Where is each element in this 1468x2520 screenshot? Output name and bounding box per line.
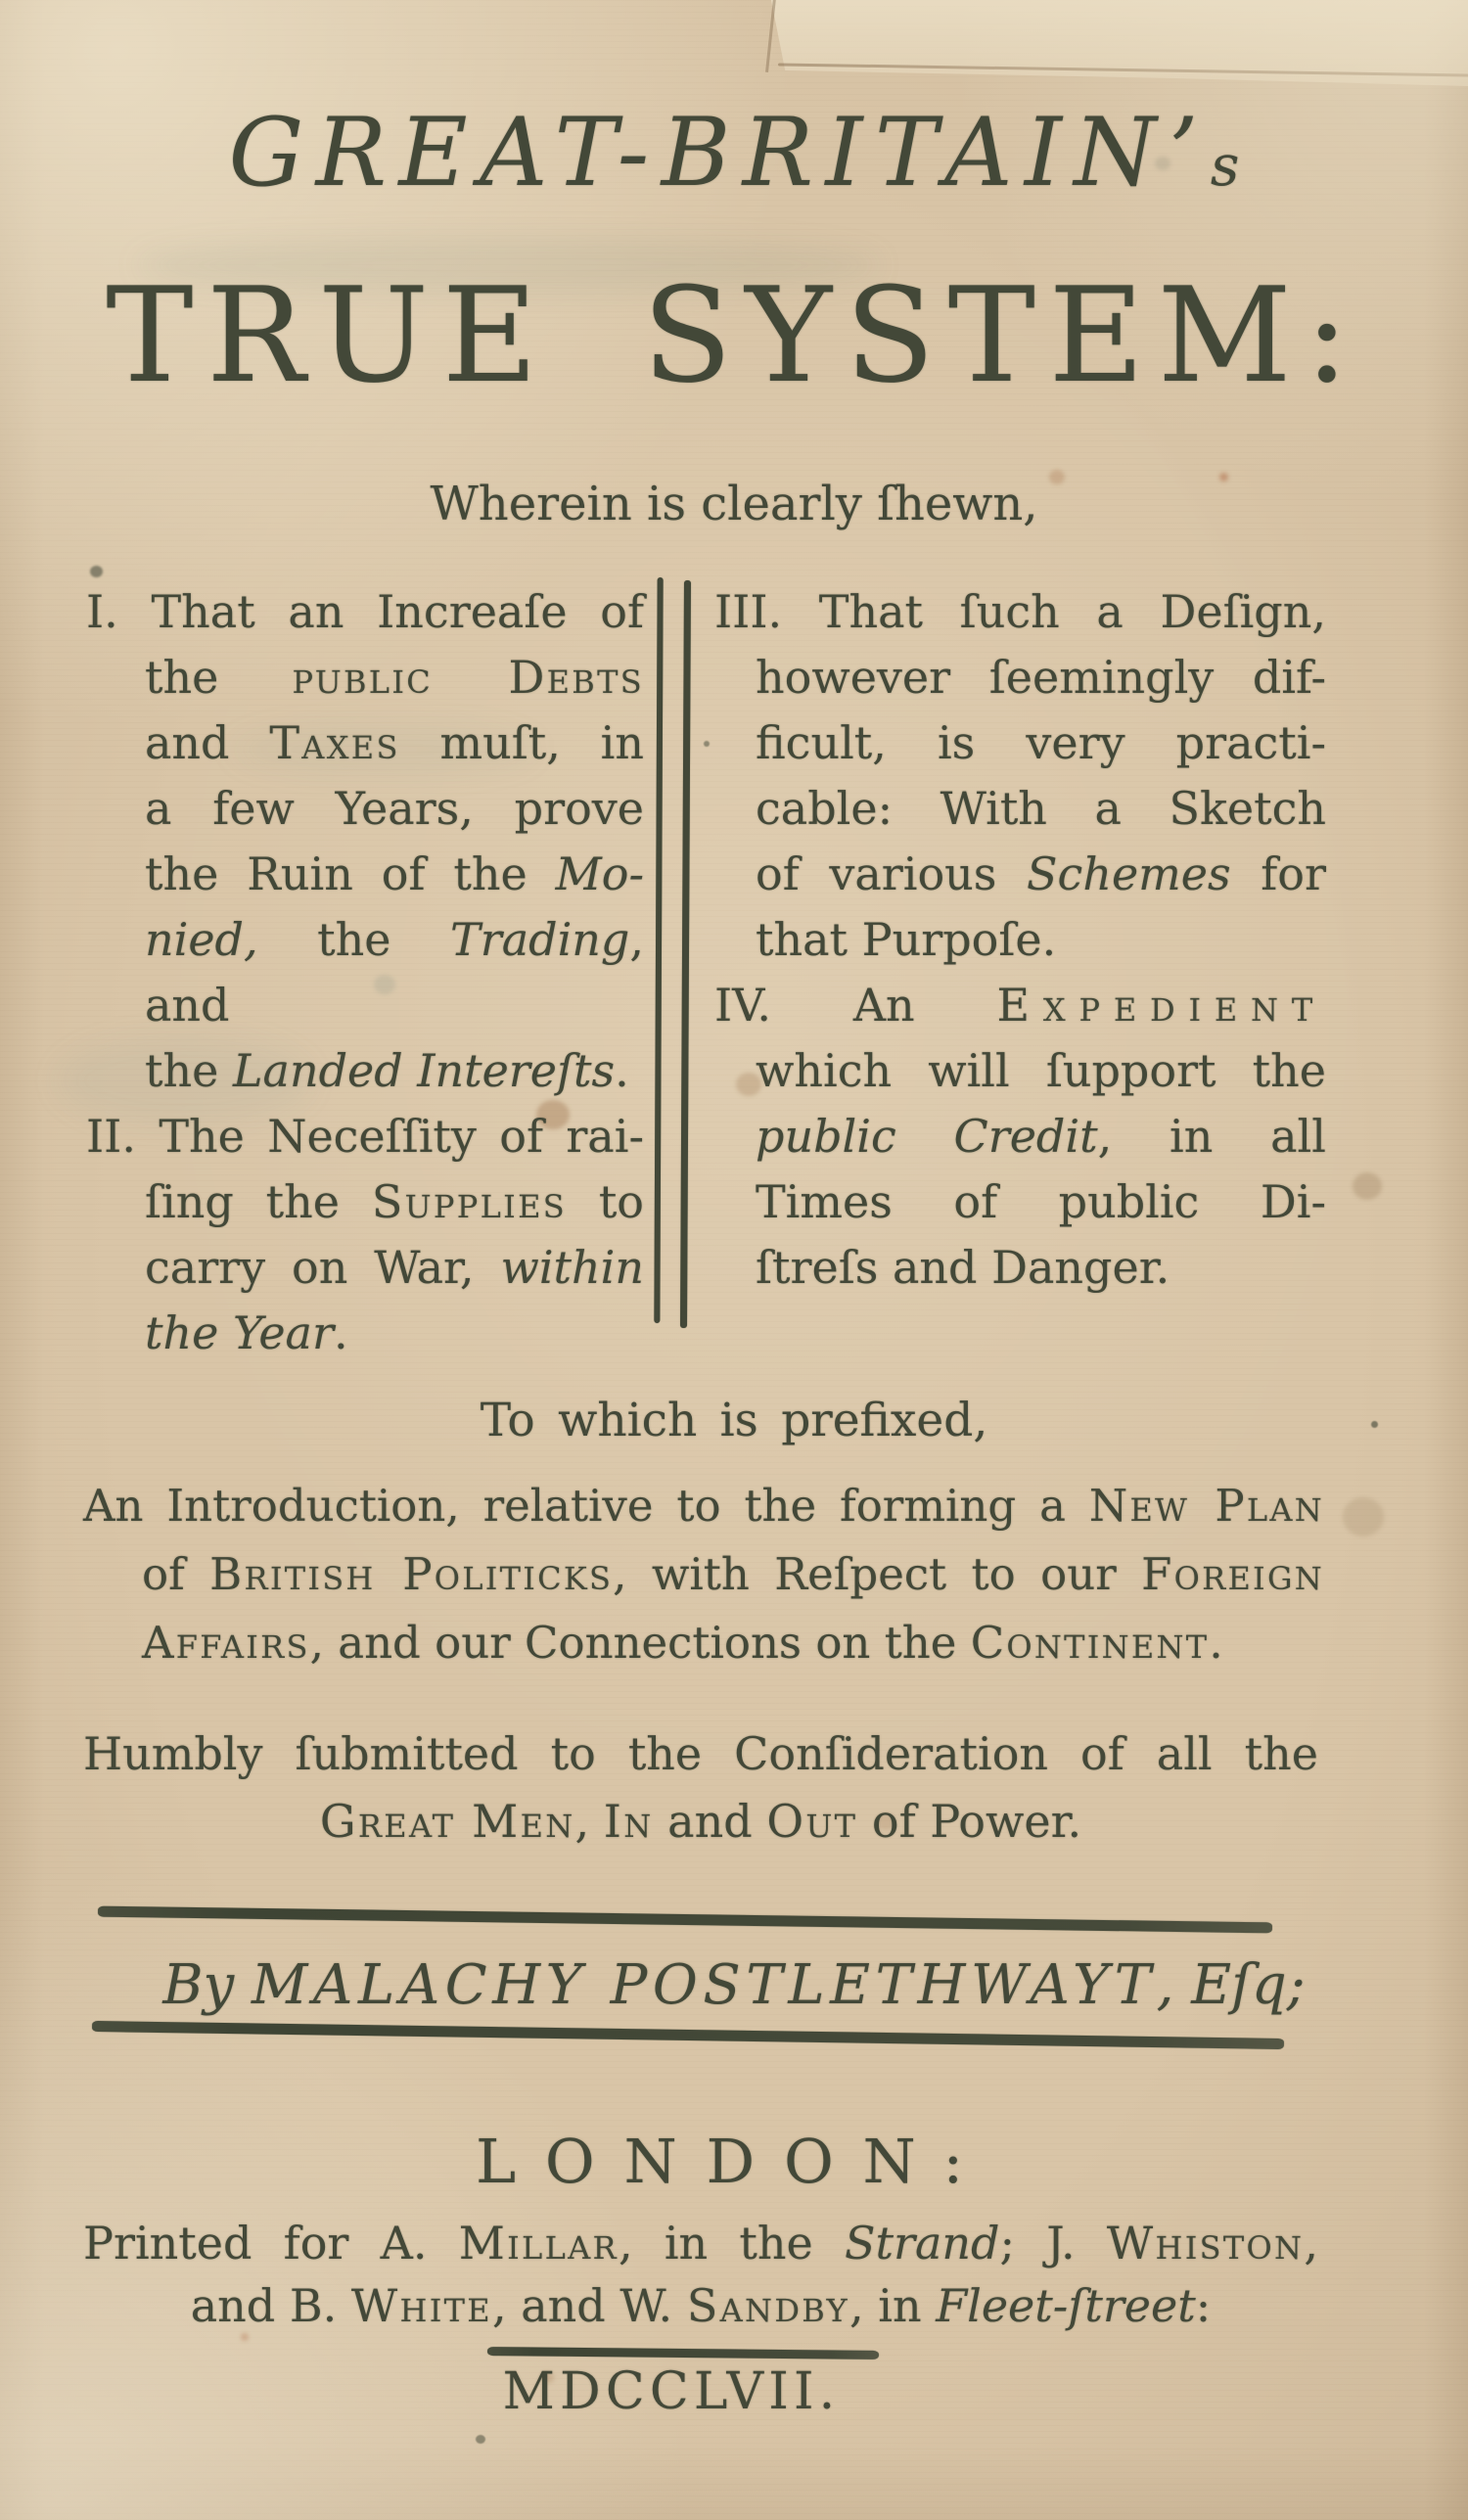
text-segment: Supplies (371, 1175, 567, 1228)
text-segment: public Credit (756, 1110, 1098, 1163)
text-segment: of Power. (857, 1795, 1082, 1848)
text-line (714, 776, 1326, 842)
text-segment: , and our Connections on the (309, 1617, 971, 1669)
text-segment: , and W. (491, 2279, 687, 2332)
text-segment: muſt, in (399, 716, 644, 769)
text-segment: I. That an Increaſe of (86, 585, 644, 638)
text-line (86, 907, 644, 1038)
text-segment: Landed Intereſts (232, 1044, 616, 1097)
text-segment: for (1230, 848, 1326, 900)
text-segment: , (574, 1795, 604, 1848)
text-segment: . (333, 1306, 348, 1359)
text-line (86, 1104, 644, 1169)
text-line (714, 579, 1326, 645)
text-line (86, 776, 644, 842)
text-line (86, 579, 644, 645)
imprint-rule (487, 2347, 879, 2360)
text-segment: Continent (970, 1617, 1210, 1669)
dedication-paragraph (83, 1720, 1318, 1856)
column-divider-rule-left (654, 577, 663, 1323)
text-segment: to (566, 1175, 644, 1228)
text-segment: public Debts (292, 651, 644, 704)
text-line (714, 1038, 1326, 1104)
text-line (714, 645, 1326, 710)
text-line (714, 907, 1326, 973)
author-rule-bottom (92, 2021, 1284, 2049)
text-segment: IV. An (714, 979, 997, 1031)
ink-speck (476, 2435, 485, 2444)
text-segment: carry on War, (145, 1241, 501, 1294)
text-segment: and (145, 716, 270, 769)
text-segment: Foreign (1141, 1548, 1325, 1600)
text-segment: : (1195, 2279, 1212, 2332)
text-segment: the Ruin of the (145, 848, 556, 900)
text-line (83, 1788, 1318, 1856)
text-segment: Times of public Di- (756, 1175, 1326, 1228)
text-segment: , and (145, 913, 644, 1031)
text-line (714, 1104, 1326, 1169)
imprint-publishers (83, 2212, 1318, 2337)
text-segment: Strand (844, 2217, 1000, 2269)
text-segment: White (350, 2279, 492, 2332)
text-line (83, 1540, 1324, 1609)
text-segment: II. The Neceſſity of rai- (86, 1110, 644, 1163)
text-segment: s (1210, 133, 1240, 199)
text-segment: Taxes (269, 716, 400, 769)
author-rule-top (98, 1906, 1272, 1934)
introduction-paragraph (83, 1472, 1324, 1677)
text-segment: ’ (1168, 98, 1211, 207)
paper-repair-patch (771, 0, 1468, 98)
text-segment: , in the (618, 2217, 845, 2269)
text-segment: cable: With a Sketch (756, 782, 1326, 835)
text-segment: ſing the (145, 1175, 372, 1228)
text-segment: GREAT-BRITAIN (228, 98, 1169, 207)
ink-speck (704, 741, 710, 747)
text-segment: within (500, 1241, 644, 1294)
contents-left-column (86, 579, 644, 1366)
text-segment: Great Men (319, 1795, 575, 1848)
text-segment: By (162, 1953, 252, 2017)
text-segment: of (142, 1548, 210, 1600)
text-line (86, 1301, 644, 1366)
author-byline (22, 1953, 1446, 2017)
text-segment: , Eſq; (1156, 1953, 1306, 2017)
text-line (83, 2274, 1318, 2337)
contents-right-column (714, 579, 1326, 1301)
text-segment: Printed for A. (83, 2217, 459, 2269)
text-segment: , in all (1097, 1110, 1326, 1163)
foxing-spot (1343, 1497, 1384, 1536)
text-segment: the (145, 1044, 233, 1097)
text-segment: In (603, 1795, 654, 1848)
text-line (714, 1169, 1326, 1235)
text-segment: , in (849, 2279, 937, 2332)
text-line (86, 1038, 644, 1104)
text-line (714, 842, 1326, 907)
text-segment: the (145, 651, 293, 704)
column-divider-rule-right (680, 580, 691, 1328)
paper-tear-mark (765, 0, 776, 72)
text-line (83, 1472, 1324, 1540)
text-segment: Mo- (555, 848, 644, 900)
foxing-spot (1353, 1172, 1382, 1200)
text-line (83, 1720, 1318, 1788)
text-segment: Humbly ſubmitted to the Conſideration of all the (83, 1727, 1318, 1780)
text-segment: the Year (145, 1306, 334, 1359)
text-line (83, 2212, 1318, 2274)
text-segment: of various (756, 848, 1028, 900)
text-segment: and B. (190, 2279, 351, 2332)
text-line (83, 1609, 1324, 1677)
text-segment: Fleet-ſtreet (936, 2279, 1196, 2332)
text-segment: ; J. (999, 2217, 1107, 2269)
text-line (714, 710, 1326, 776)
text-line (714, 973, 1326, 1038)
text-segment: ſtreſs and Danger. (756, 1241, 1170, 1294)
text-segment: New Plan (1088, 1480, 1324, 1532)
text-segment: nied, (145, 913, 258, 966)
prefixed-heading: To which is prefixed, (480, 1394, 988, 1447)
text-line (86, 842, 644, 907)
text-segment: and (653, 1795, 767, 1848)
page-title-possessive (22, 94, 1446, 225)
text-segment: Sandby (686, 2279, 849, 2332)
text-segment: MALACHY POSTLETHWAYT (251, 1953, 1157, 2017)
text-segment: Schemes (1027, 848, 1231, 900)
text-line (86, 1235, 644, 1301)
text-line (714, 1235, 1326, 1301)
text-segment: Affairs (142, 1617, 310, 1669)
text-segment: , (1304, 2217, 1318, 2269)
text-segment: a few Years, prove (145, 782, 644, 835)
text-segment: III. That ſuch a Deſign, (714, 585, 1326, 638)
text-segment: . (615, 1044, 629, 1097)
text-segment: British Politicks (209, 1548, 614, 1600)
text-segment: ficult, is very practi- (756, 716, 1326, 769)
text-segment: that Purpoſe. (756, 913, 1057, 966)
page-title-main: TRUE SYSTEM: (106, 259, 1362, 412)
text-line (86, 645, 644, 710)
text-segment: Whiston (1106, 2217, 1305, 2269)
text-segment: the (257, 913, 451, 966)
text-segment: . (1209, 1617, 1223, 1669)
text-segment: Millar (458, 2217, 619, 2269)
text-segment: An Introduction, relative to the forming a (83, 1480, 1089, 1532)
subtitle-shewn: Wherein is clearly ſhewn, (430, 477, 1038, 531)
imprint-city: LONDON: (475, 2126, 993, 2197)
text-segment: Expedient (996, 979, 1326, 1031)
text-segment: Out (766, 1795, 858, 1848)
text-segment: however ſeemingly dif- (756, 651, 1326, 704)
text-segment: which will ſupport the (756, 1044, 1326, 1097)
text-segment: , with Reſpect to our (613, 1548, 1142, 1600)
imprint-year: MDCCLVII. (502, 2362, 841, 2421)
text-line (86, 1169, 644, 1235)
text-segment: Trading (450, 913, 630, 966)
ink-blot (90, 566, 103, 577)
text-line (86, 710, 644, 776)
